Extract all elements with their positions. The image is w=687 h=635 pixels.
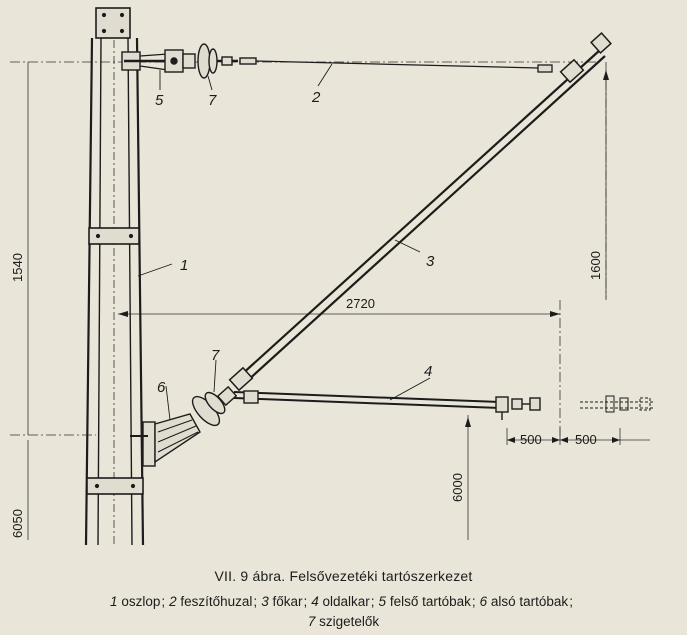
upper-bracket (122, 50, 195, 72)
legend-text: oszlop (121, 594, 161, 609)
legend-number: 2 (169, 594, 181, 609)
figure-caption: VII. 9 ábra. Felsővezetéki tartószerkezet (214, 568, 473, 584)
legend-text: feszítőhuzal (180, 594, 253, 609)
side-arm (234, 391, 540, 420)
legend-number: 7 (307, 614, 320, 629)
side-arm-alternate-position (580, 396, 654, 412)
legend-number: 4 (311, 594, 323, 609)
legend-item (261, 594, 302, 609)
legend-text: szigetelők (319, 614, 380, 629)
dimension-lines (10, 62, 650, 540)
label-upper-bracket: 5 (155, 92, 164, 109)
dimension-2720: 2720 (346, 296, 375, 311)
dimension-1540: 1540 (10, 253, 25, 282)
label-main-arm: 3 (426, 253, 435, 270)
legend-number: 5 (378, 594, 390, 609)
legend-item (308, 614, 379, 629)
label-lower-bracket: 6 (157, 379, 166, 396)
dimension-6050: 6050 (10, 509, 25, 538)
dimension-6000: 6000 (450, 473, 465, 502)
label-lower-insulator: 7 (211, 347, 220, 364)
dimension-500-right: 500 (575, 432, 597, 447)
dimension-1600: 1600 (588, 251, 603, 280)
figure-legend: 1 oszlop; 2 feszítőhuzal; 3 főkar; 4 oldalkar; 5 felső tartóbak; 6 alsó tartóbak; 7 szigetelők (110, 594, 573, 629)
legend-text: alsó tartóbak (490, 594, 569, 609)
legend-item (311, 594, 370, 609)
legend-item (480, 594, 569, 609)
legend-number: 1 (110, 594, 122, 609)
main-arm (230, 33, 611, 390)
legend-number: 3 (261, 594, 273, 609)
legend-text: oldalkar (322, 594, 370, 609)
wire-tensioner (538, 65, 552, 72)
legend-text: főkar (272, 594, 303, 609)
legend-item (379, 594, 471, 609)
legend-item (169, 594, 252, 609)
legend-text: felső tartóbak (389, 594, 471, 609)
mast (86, 8, 143, 545)
leader-lines (138, 64, 433, 420)
legend-item (110, 594, 160, 609)
dimension-arrows (118, 70, 620, 443)
upper-insulator (198, 44, 256, 78)
label-side-arm: 4 (424, 363, 433, 380)
legend-number: 6 (479, 594, 491, 609)
label-mast: 1 (180, 257, 189, 274)
label-upper-insulator: 7 (208, 92, 217, 109)
dimension-500-left: 500 (520, 432, 542, 447)
label-tension-wire: 2 (312, 89, 321, 106)
